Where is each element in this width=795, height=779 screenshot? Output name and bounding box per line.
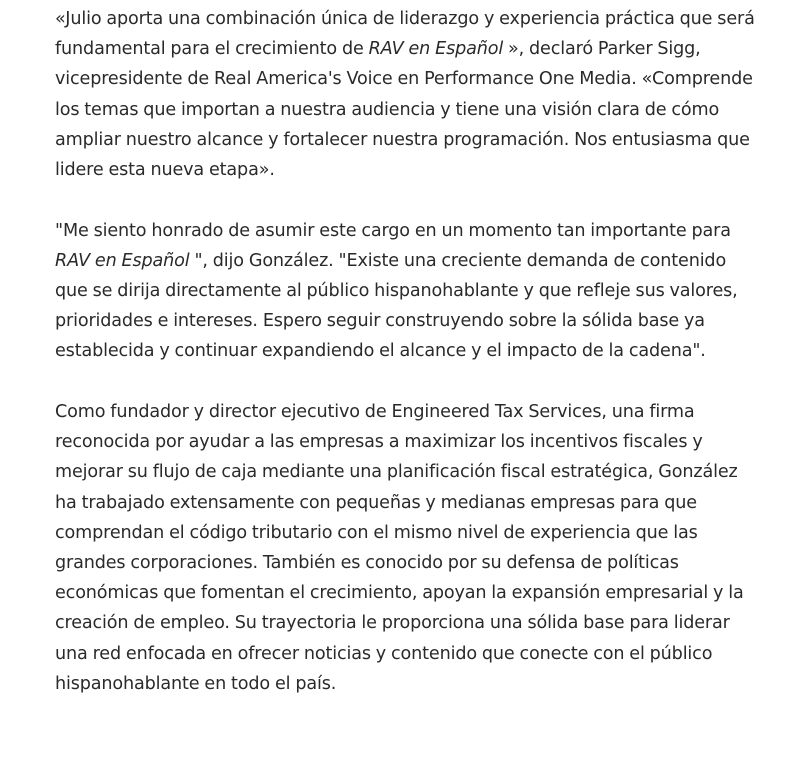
paragraph-quote-gonzalez: [55, 216, 755, 367]
show-name-emphasis: RAV en Español: [55, 250, 190, 271]
paragraph-bio: Como fundador y director ejecutivo de Engineered Tax Services, una firma reconocida por ayudar a las empresas a maximizar los incentivos fiscales y mejorar su flujo de caja mediante una planificación fiscal estratégica, González ha trabajado extensamente con pequeñas y medianas empresas para que comprendan el código tributario con el mismo nivel de experiencia que las grandes corporaciones. También es conocido por su defensa de políticas económicas que fomentan el crecimiento, apoyan la expansión empresarial y la creación de empleo. Su trayectoria le proporciona una sólida base para liderar una red enfocada en ofrecer noticias y contenido que conecte con el público hispanohablante en todo el país.: [55, 402, 744, 694]
show-name-emphasis: RAV en Español: [368, 39, 504, 60]
paragraph-quote-sigg: [55, 4, 755, 185]
paragraph-text: «Julio aporta una combinación única de liderazgo y experiencia práctica que será fundamental para el crecimiento de: [55, 9, 755, 60]
article-body: [55, 4, 755, 729]
paragraph-text: "Me siento honrado de asumir este cargo en un momento tan importante para: [55, 220, 731, 241]
paragraph-text: », declaró Parker Sigg, vicepresidente de Real America's Voice en Performance One Media. «Comprende los temas que importan a nuestra audiencia y tiene una visión clara de cómo ampliar nuestro alcance y fortalecer nuestra programación. Nos entusiasma que lidere esta nueva etapa».: [55, 39, 753, 181]
paragraph-text: ", dijo González. "Existe una creciente demanda de contenido que se dirija directamente al público hispanohablante y que refleje sus valores, prioridades e intereses. Espero seguir construyendo sobre la sólida base ya establecida y continuar expandiendo el alcance y el impacto de la cadena".: [55, 250, 738, 362]
